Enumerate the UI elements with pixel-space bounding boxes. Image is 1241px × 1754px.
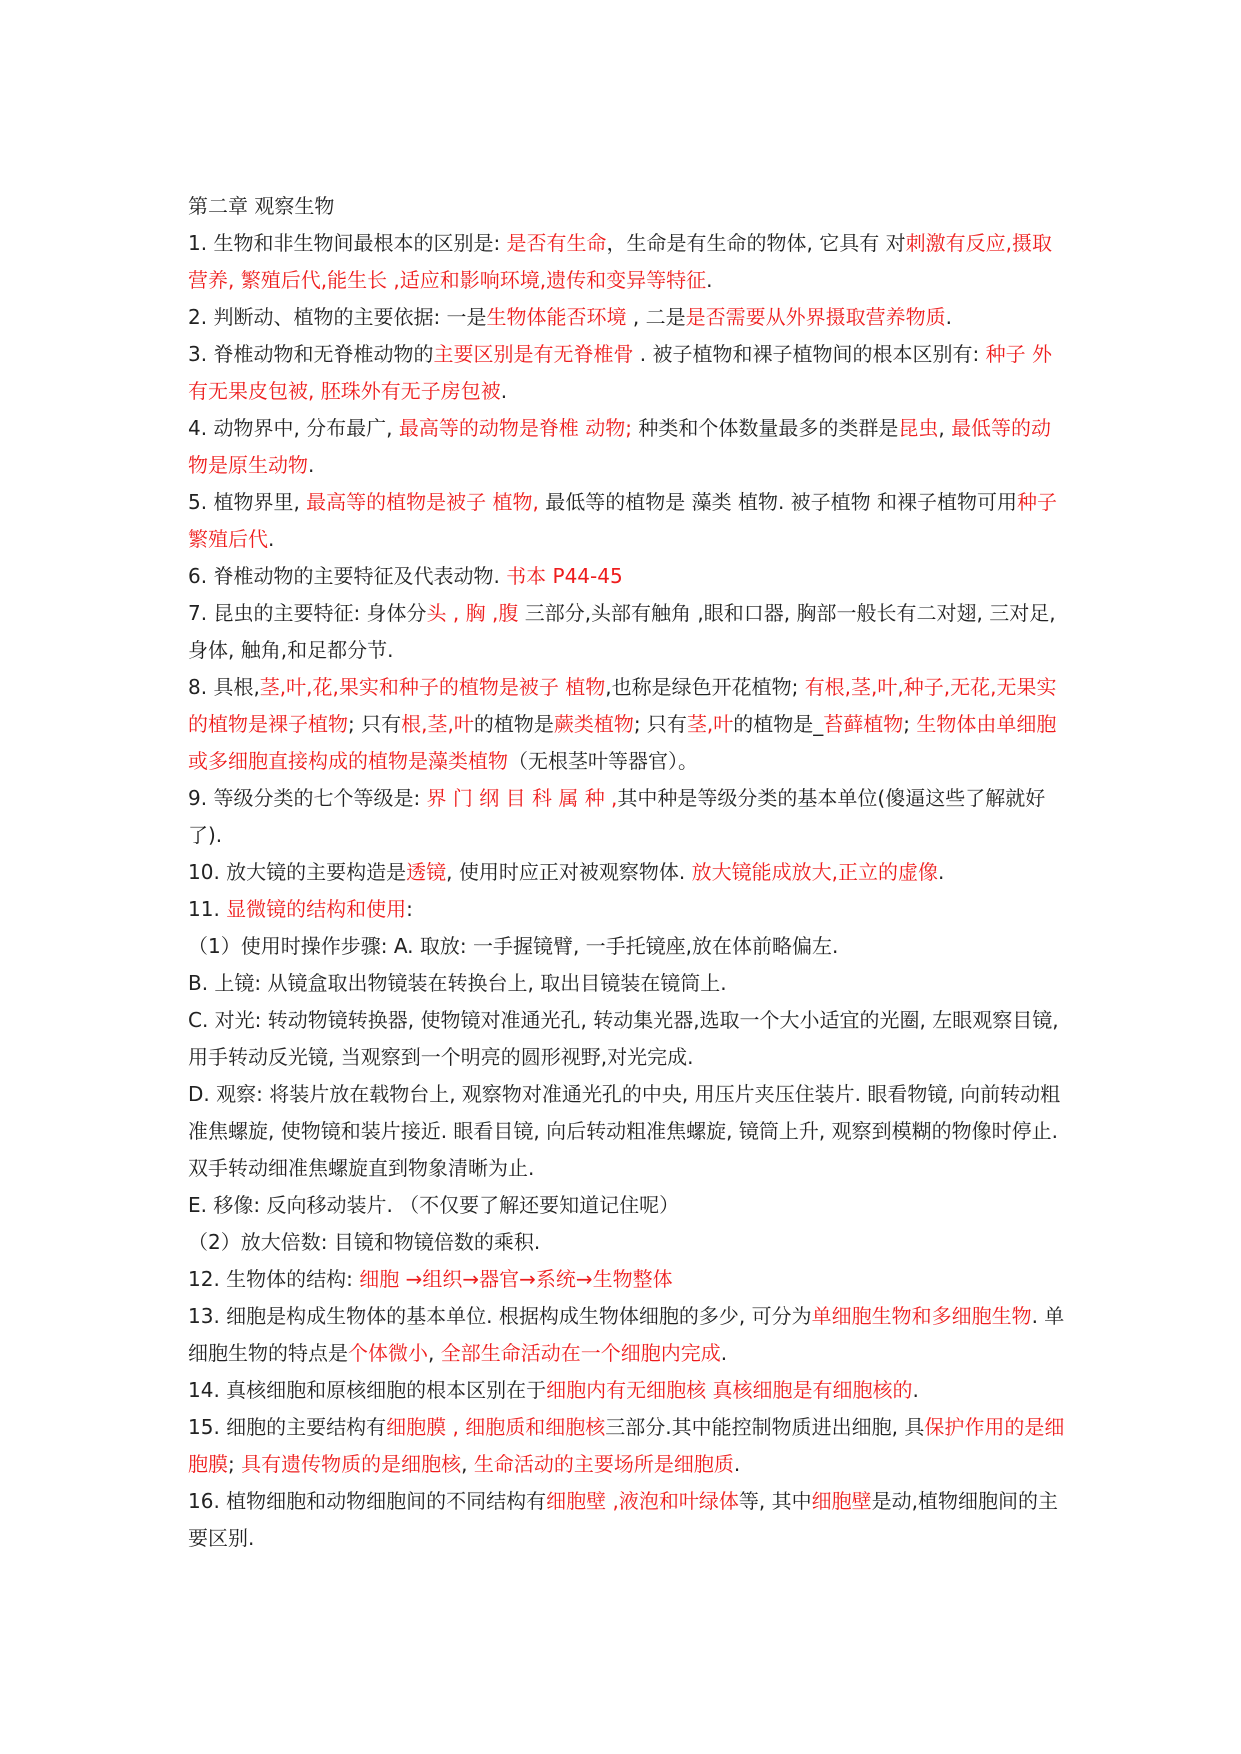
body-text: 4. 动物界中, 分布最广,: [188, 416, 399, 440]
highlighted-text: 透镜: [406, 860, 447, 884]
body-text: . 被子植物和裸子植物间的根本区别有:: [633, 342, 986, 366]
highlighted-text: 书本 P44-45: [506, 564, 623, 588]
highlighted-text: 种子繁殖后代: [188, 490, 1058, 551]
highlighted-text: 具有遗传物质的是细胞核: [241, 1452, 462, 1476]
body-text: .: [500, 379, 508, 403]
body-text: 其中种是等级分类的基本单位(傻逼这些了解就好了).: [188, 786, 1046, 847]
highlighted-text: 是否有生命: [506, 231, 607, 255]
body-text: 2. 判断动、植物的主要依据: 一是: [188, 305, 487, 329]
paragraph: [188, 669, 1068, 780]
highlighted-text: 细胞膜 , 细胞质和细胞核: [386, 1415, 606, 1439]
highlighted-text: 细胞内有无细胞核 真核细胞是有细胞核的: [546, 1378, 913, 1402]
paragraph: [188, 1261, 1068, 1298]
paragraph: [188, 780, 1068, 854]
chapter-title: 第二章 观察生物: [188, 194, 335, 218]
highlighted-text: 细胞壁: [811, 1489, 872, 1513]
body-text: ;: [903, 712, 917, 736]
document-page: [188, 188, 1068, 1557]
body-text: 种类和个体数量最多的类群是: [631, 416, 899, 440]
highlighted-text: 放大镜能成放大,正立的虚像: [691, 860, 938, 884]
highlighted-text: 有根,茎,叶,种子,无花,无果实的植物是裸子植物: [188, 675, 1057, 736]
highlighted-text: 保护作用的是细胞膜: [188, 1415, 1065, 1476]
paragraph: [188, 1187, 1068, 1224]
paragraph: [188, 558, 1068, 595]
body-text: .: [912, 1378, 919, 1402]
body-text: 15. 细胞的主要结构有: [188, 1415, 387, 1439]
highlighted-text: 个体微小: [348, 1341, 428, 1365]
body-text: 11.: [188, 897, 227, 921]
highlighted-text: 界 门 纲 目 科 属 种 ,: [426, 786, 618, 810]
paragraph: [188, 484, 1068, 558]
paragraph: [188, 225, 1068, 299]
paragraph: [188, 299, 1068, 336]
paragraph: [188, 891, 1068, 928]
highlighted-text: 根,茎,叶: [401, 712, 474, 736]
body-text: ; 只有: [348, 712, 402, 736]
body-text: .: [945, 305, 952, 329]
body-text: ;: [228, 1452, 242, 1476]
document-body: [188, 225, 1068, 1557]
body-text: , 二是: [626, 305, 686, 329]
highlighted-text: 蕨类植物: [553, 712, 634, 736]
body-text: 1. 生物和非生物间最根本的区别是:: [188, 231, 507, 255]
paragraph: [188, 595, 1068, 669]
highlighted-text: 最高等的动物是脊椎 动物;: [398, 416, 632, 440]
body-text: :: [406, 897, 413, 921]
body-text: 的植物是: [473, 712, 554, 736]
body-text: 5. 植物界里,: [188, 490, 307, 514]
body-text: 16. 植物细胞和动物细胞间的不同结构有: [188, 1489, 547, 1513]
paragraph: [188, 1076, 1068, 1187]
highlighted-text: 显微镜的结构和使用: [226, 897, 407, 921]
body-text: （1）使用时操作步骤: A. 取放: 一手握镜臂, 一手托镜座,放在体前略偏左.: [188, 934, 839, 958]
paragraph: [188, 410, 1068, 484]
body-text: （无根茎叶等器官）。: [508, 749, 698, 773]
body-text: ，生命是有生命的物体, 它具有 对: [606, 231, 906, 255]
highlighted-text: 头 , 胸 ,腹: [426, 601, 519, 625]
highlighted-text: 苔藓植物: [823, 712, 904, 736]
paragraph: [188, 336, 1068, 410]
highlighted-text: 全部生命活动在一个细胞内完成: [440, 1341, 721, 1365]
highlighted-text: 细胞壁 ,液泡和叶绿体: [546, 1489, 739, 1513]
body-text: .: [937, 860, 945, 884]
body-text: 12. 生物体的结构:: [188, 1267, 360, 1291]
body-text: 3. 脊椎动物和无脊椎动物的: [188, 342, 434, 366]
body-text: .: [720, 1341, 728, 1365]
body-text: 三部分.其中能控制物质进出细胞, 具: [605, 1415, 925, 1439]
highlighted-text: 刺激有反应,摄取营养, 繁殖后代,能生长 ,适应和影响环境,遗传和变异等特征: [188, 231, 1052, 292]
body-text: 10. 放大镜的主要构造是: [188, 860, 407, 884]
body-text: （2）放大倍数: 目镜和物镜倍数的乘积.: [188, 1230, 541, 1254]
paragraph: [188, 1483, 1068, 1557]
body-text: 等, 其中: [738, 1489, 812, 1513]
highlighted-text: 茎,叶: [686, 712, 734, 736]
paragraph: [188, 928, 1068, 965]
body-text: ,也称是绿色开花植物;: [605, 675, 805, 699]
body-text: 的植物是_: [733, 712, 824, 736]
highlighted-text: 茎,叶,花,果实和种子的植物是被子 植物: [259, 675, 606, 699]
body-text: 最低等的植物是 藻类 植物. 被子植物 和裸子植物可用: [538, 490, 1018, 514]
body-text: 13. 细胞是构成生物体的基本单位. 根据构成生物体细胞的多少, 可分为: [188, 1304, 812, 1328]
highlighted-text: 是否需要从外界摄取营养物质: [685, 305, 946, 329]
body-text: E. 移像: 反向移动装片. （不仅要了解还要知道记住呢）: [188, 1193, 680, 1217]
body-text: ; 只有: [633, 712, 687, 736]
highlighted-text: 生物体由单细胞或多细胞直接构成的植物是藻类植物: [188, 712, 1057, 773]
body-text: 8. 具根,: [188, 675, 260, 699]
highlighted-text: 最高等的植物是被子 植物,: [306, 490, 539, 514]
body-text: .: [308, 453, 315, 477]
highlighted-text: 最低等的动物是原生动物: [188, 416, 1052, 477]
body-text: 14. 真核细胞和原核细胞的根本区别在于: [188, 1378, 547, 1402]
body-text: .: [733, 1452, 741, 1476]
highlighted-text: 生物体能否环境: [486, 305, 627, 329]
body-text: 是动,植物细胞间的主要区别.: [188, 1489, 1058, 1550]
highlighted-text: 单细胞生物和多细胞生物: [811, 1304, 1032, 1328]
body-text: C. 对光: 转动物镜转换器, 使物镜对准通光孔, 转动集光器,选取一个大小适宜的光圈, 左眼观察目镜, 用手转动反光镜, 当观察到一个明亮的圆形视野,对光完成.: [188, 1008, 1059, 1069]
paragraph: [188, 1298, 1068, 1372]
body-text: ,: [461, 1452, 474, 1476]
body-text: ,: [428, 1341, 441, 1365]
body-text: , 使用时应正对被观察物体.: [446, 860, 692, 884]
highlighted-text: 生命活动的主要场所是细胞质: [473, 1452, 734, 1476]
body-text: .: [268, 527, 275, 551]
body-text: B. 上镜: 从镜盒取出物镜装在转换台上, 取出目镜装在镜筒上.: [188, 971, 727, 995]
highlighted-text: 主要区别是有无脊椎骨: [433, 342, 634, 366]
body-text: 7. 昆虫的主要特征: 身体分: [188, 601, 427, 625]
paragraph: [188, 965, 1068, 1002]
body-text: 9. 等级分类的七个等级是:: [188, 786, 427, 810]
paragraph: [188, 1002, 1068, 1076]
paragraph: [188, 1372, 1068, 1409]
body-text: . 单细胞生物的特点是: [188, 1304, 1065, 1365]
highlighted-text: 细胞 →组织→器官→系统→生物整体: [359, 1267, 673, 1291]
body-text: D. 观察: 将装片放在载物台上, 观察物对准通光孔的中央, 用压片夹压住装片. 眼看物镜, 向前转动粗准焦螺旋, 使物镜和装片接近. 眼看目镜, 向后转动粗准焦螺旋, 镜筒上升, 观察到模糊的物像时停止. 双手转动细准焦螺旋直到物象清晰为止.: [188, 1082, 1061, 1180]
body-text: ,: [938, 416, 952, 440]
paragraph: [188, 1224, 1068, 1261]
body-text: 三部分,头部有触角 ,眼和口器, 胸部一般长有二对翅, 三对足, 身体, 触角,和足都分节.: [188, 601, 1056, 662]
body-text: .: [706, 268, 713, 292]
body-text: 6. 脊椎动物的主要特征及代表动物.: [188, 564, 507, 588]
highlighted-text: 种子 外有无果皮包被, 胚珠外有无子房包被: [188, 342, 1052, 403]
highlighted-text: 昆虫: [898, 416, 939, 440]
paragraph: [188, 854, 1068, 891]
paragraph: [188, 1409, 1068, 1483]
